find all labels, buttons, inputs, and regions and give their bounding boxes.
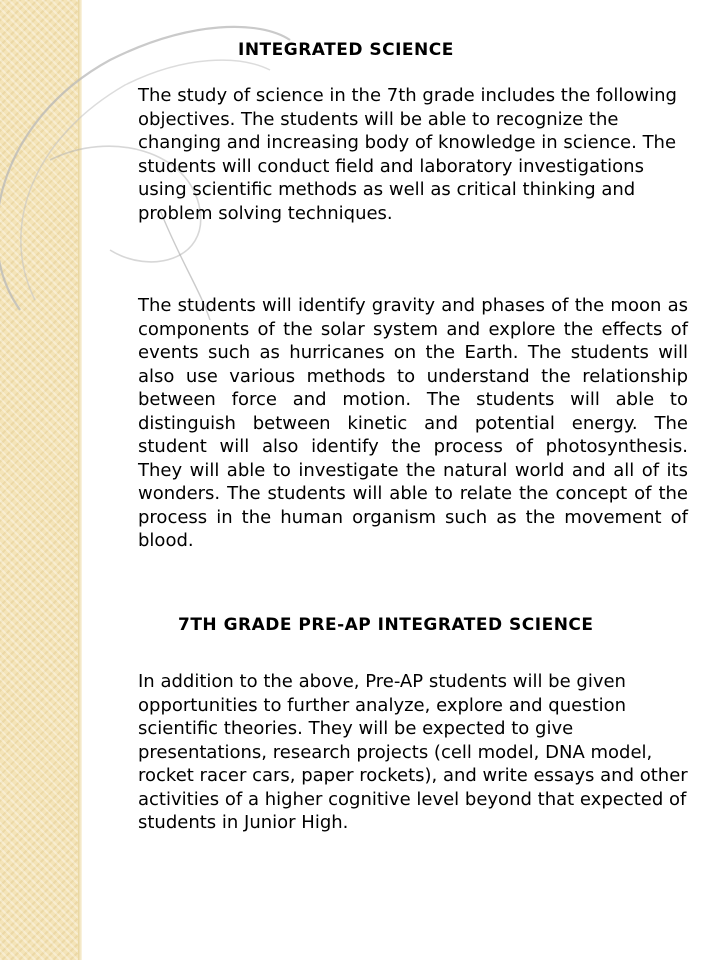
section-heading-pre-ap: 7TH GRADE PRE-AP INTEGRATED SCIENCE (178, 615, 594, 635)
paragraph-pre-ap: In addition to the above, Pre-AP students will be given opportunities to further analyze, explore and question scientific theories. They will be expected to give presentations, research projects (cell model, DNA model, rocket racer cars, paper rockets), and write essays and other activities of a higher cognitive level beyond that expected of students in Junior High. (138, 671, 688, 833)
section-heading-integrated-science: INTEGRATED SCIENCE (238, 40, 454, 60)
decorative-side-panel (0, 0, 80, 960)
side-panel-edge (78, 0, 82, 960)
paragraph-objectives: The study of science in the 7th grade includes the following objectives. The students will be able to recognize the changing and increasing body of knowledge in science. The students will conduct field and laboratory investigations using scientific methods as well as critical thinking and problem solving techniques. (138, 85, 677, 224)
paragraph-topics: The students will identify gravity and phases of the moon as components of the solar system and explore the effects of events such as hurricanes on the Earth. The students will also use various methods to understand the relationship between force and motion. The students will able to distinguish between kinetic and potential energy. The student will also identify the process of photosynthesis. They will able to investigate the natural world and all of its wonders. The students will able to relate the concept of the process in the human organism such as the movement of blood. (138, 295, 688, 551)
